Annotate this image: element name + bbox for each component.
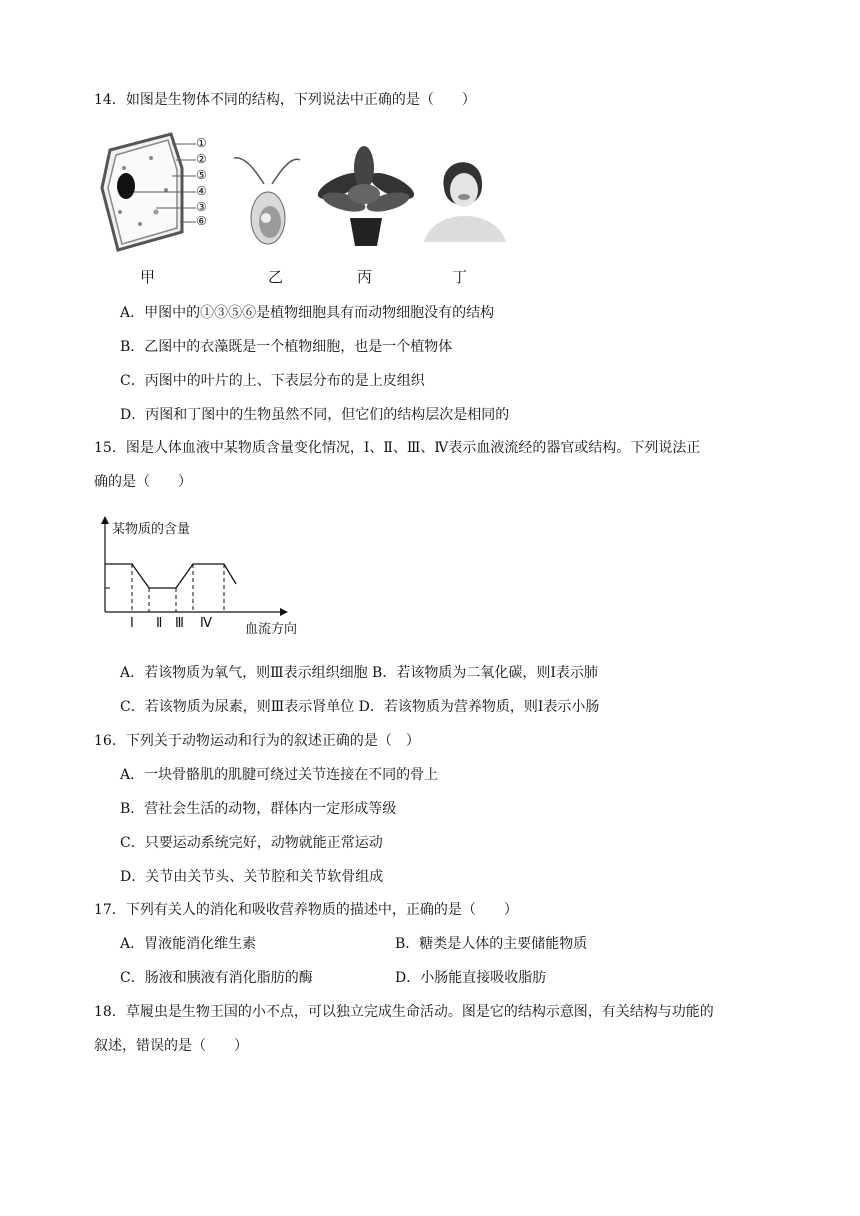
chlamydomonas-figure: [228, 138, 308, 253]
marker-3: ③: [196, 200, 207, 214]
figure-label-bing: 丙: [357, 268, 373, 286]
marker-2: ②: [196, 152, 207, 166]
q15-stem-line2: 确的是（ ）: [94, 474, 192, 490]
q15-stem-line1: 15．图是人体血液中某物质含量变化情况，Ⅰ、Ⅱ、Ⅲ、Ⅳ表示血液流经的器官或结构。下列说法正: [94, 440, 701, 456]
q16-option-c: C．只要运动系统完好，动物就能正常运动: [120, 835, 383, 851]
q14-option-d: D．丙图和丁图中的生物虽然不同，但它们的结构层次是相同的: [120, 407, 510, 423]
chart-y-label: 某物质的含量: [112, 522, 191, 537]
chart-tick-1: Ⅰ: [130, 616, 134, 631]
q17-option-b: B．糖类是人体的主要储能物质: [395, 936, 588, 952]
marker-1: ①: [196, 136, 207, 150]
q16-stem: 16．下列关于动物运动和行为的叙述正确的是（ ）: [94, 733, 420, 749]
q14-option-a: A．甲图中的①③⑤⑥是植物细胞具有而动物细胞没有的结构: [120, 305, 495, 321]
chart-tick-4: Ⅳ: [200, 616, 212, 631]
marker-4: ④: [196, 184, 207, 198]
q18-stem-line2: 叙述，错误的是（ ）: [94, 1038, 248, 1054]
q14-option-c: C．丙图中的叶片的上、下表层分布的是上皮组织: [120, 373, 425, 389]
figure-label-jia: 甲: [140, 268, 156, 286]
q18-stem-line1: 18．草履虫是生物王国的小不点，可以独立完成生命活动。图是它的结构示意图，有关结构与功能的: [94, 1004, 714, 1020]
chart-x-label: 血流方向: [245, 622, 298, 637]
q15-options-row1: A．若该物质为氧气，则Ⅲ表示组织细胞 B．若该物质为二氧化碳，则Ⅰ表示肺: [120, 665, 598, 681]
marker-5: ⑤: [196, 168, 207, 182]
figure-label-yi: 乙: [268, 268, 284, 286]
y-axis-arrow: [101, 516, 109, 524]
q17-option-a: A．胃液能消化维生素: [120, 936, 257, 952]
q17-stem: 17．下列有关人的消化和吸收营养物质的描述中，正确的是（ ）: [94, 902, 518, 918]
q16-option-d: D．关节由关节头、关节腔和关节软骨组成: [120, 869, 384, 885]
potted-plant-figure: [314, 146, 418, 250]
q17-option-d: D．小肠能直接吸收脂肪: [395, 970, 547, 986]
person-figure: [420, 150, 510, 250]
q17-option-c: C．肠液和胰液有消化脂肪的酶: [120, 970, 313, 986]
q14-stem: 14．如图是生物体不同的结构，下列说法中正确的是（ ）: [94, 92, 476, 108]
q15-options-row2: C．若该物质为尿素，则Ⅲ表示肾单位 D．若该物质为营养物质，则Ⅰ表示小肠: [120, 699, 600, 715]
figure-label-ding: 丁: [452, 268, 468, 286]
content-line: [105, 564, 236, 588]
marker-6: ⑥: [196, 214, 207, 228]
q16-option-b: B．营社会生活的动物，群体内一定形成等级: [120, 801, 397, 817]
x-axis-arrow: [280, 608, 288, 616]
q16-option-a: A．一块骨骼肌的肌腱可绕过关节连接在不同的骨上: [120, 767, 439, 783]
chart-tick-3: Ⅲ: [175, 616, 184, 631]
q14-option-b: B．乙图中的衣藻既是一个植物细胞，也是一个植物体: [120, 339, 453, 355]
chart-tick-2: Ⅱ: [156, 616, 163, 631]
